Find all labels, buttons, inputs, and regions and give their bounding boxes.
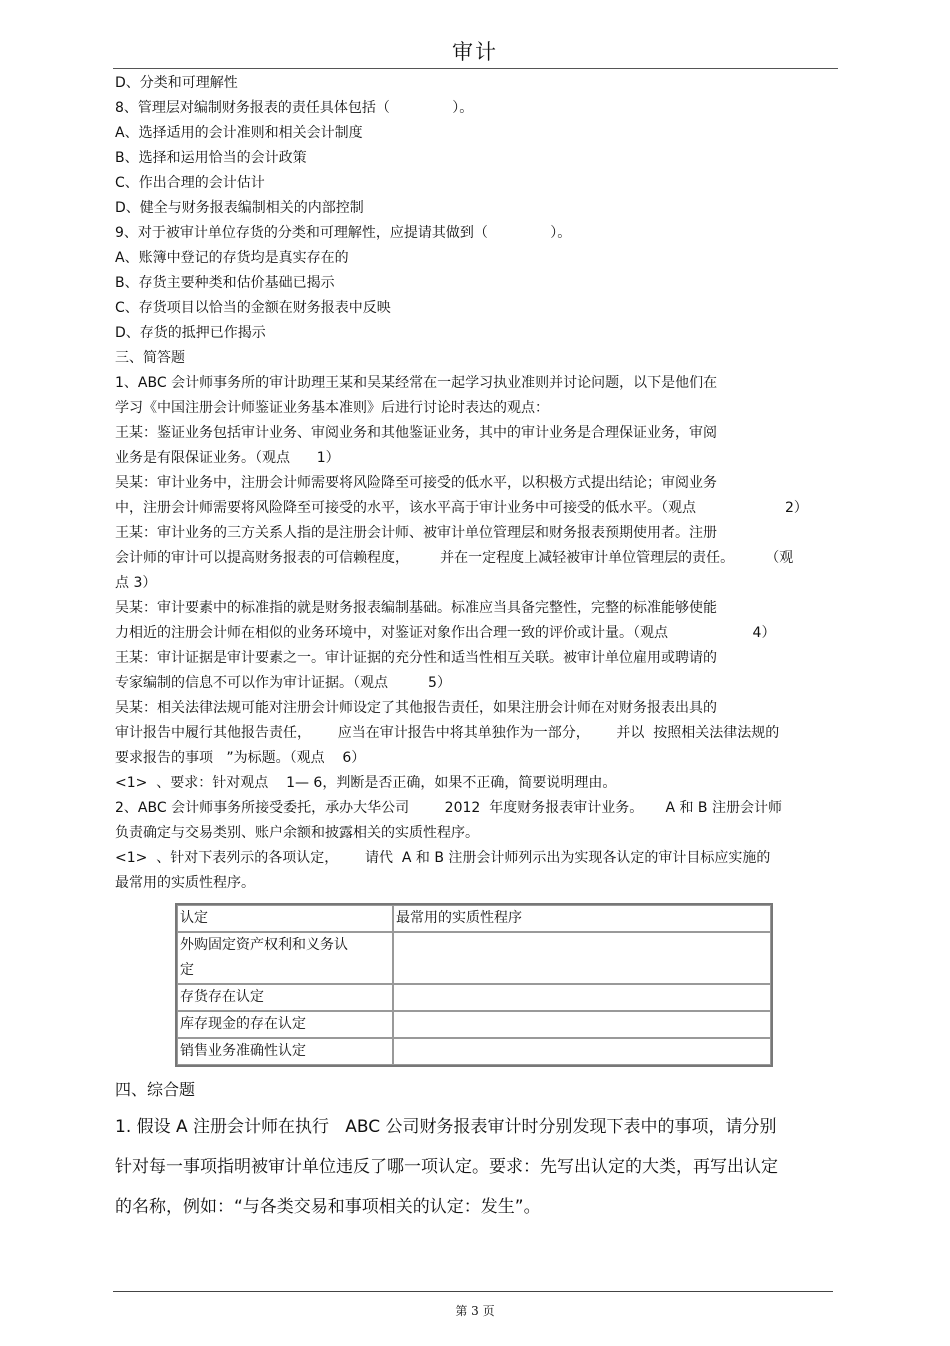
paragraph-line: 王某：鉴证业务包括审计业务、审阅业务和其他鉴证业务，其中的审计业务是合理保证业务，审阅 <box>115 425 717 441</box>
paragraph <box>115 471 835 521</box>
text-line: C、作出合理的会计估计 <box>115 175 265 191</box>
procedure-table <box>175 903 773 1067</box>
text-line: D、分类和可理解性 <box>115 75 238 91</box>
cell-line: 外购固定资产权利和义务认 <box>180 937 348 953</box>
page-number: 第 3 页 <box>455 1304 495 1318</box>
paragraph <box>115 596 835 646</box>
text-line: B、选择和运用恰当的会计政策 <box>115 150 307 166</box>
paragraph <box>115 421 835 471</box>
table-header-cell: 认定 <box>177 905 393 932</box>
table-cell-assertion: 销售业务准确性认定 <box>177 1038 393 1065</box>
paragraph-line: 王某：审计业务的三方关系人指的是注册会计师、被审计单位管理层和财务报表预期使用者。注册 <box>115 525 717 541</box>
paragraph <box>115 696 835 771</box>
paragraph-line: 专家编制的信息不可以作为审计证据。（观点 5） <box>115 675 451 691</box>
text-line: A、账簿中登记的存货均是真实存在的 <box>115 250 349 266</box>
comprehensive-line: 针对每一事项指明被审计单位违反了哪一项认定。要求：先写出认定的大类，再写出认定 <box>115 1157 778 1177</box>
table-cell-assertion: 库存现金的存在认定 <box>177 1011 393 1038</box>
table-row <box>177 1011 771 1038</box>
table-cell-assertion: 存货存在认定 <box>177 984 393 1011</box>
paragraph <box>115 646 835 696</box>
table-cell-procedure <box>393 932 771 984</box>
paragraph-line: <1> 、要求：针对观点 1— 6，判断是否正确，如果不正确，简要说明理由。 <box>115 775 617 791</box>
paragraph-line: <1> 、针对下表列示的各项认定， 请代 A 和 B 注册会计师列示出为实现各认定的审计目标应实施的 <box>115 850 771 866</box>
paragraph <box>115 846 835 896</box>
table-cell-procedure <box>393 1038 771 1065</box>
header-divider <box>113 68 838 69</box>
text-line: D、健全与财务报表编制相关的内部控制 <box>115 200 364 216</box>
paragraph-line: 审计报告中履行其他报告责任， 应当在审计报告中将其单独作为一部分， 并以 按照相关法律法规的 <box>115 725 780 741</box>
procedure-table-wrap <box>175 903 773 1067</box>
text-line: 三、简答题 <box>115 350 185 366</box>
paragraph-line: 负责确定与交易类别、账户余额和披露相关的实质性程序。 <box>115 825 479 841</box>
table-cell-assertion <box>177 932 393 984</box>
question-list <box>115 71 835 371</box>
text-line: 8、管理层对编制财务报表的责任具体包括（ ）。 <box>115 100 474 116</box>
page-header-title: 审计 <box>452 40 498 64</box>
comprehensive-line: 的名称，例如：“与各类交易和事项相关的认定：发生”。 <box>115 1197 541 1217</box>
table-row <box>177 932 771 984</box>
paragraph-line: 会计师的审计可以提高财务报表的可信赖程度， 并在一定程度上减轻被审计单位管理层的责任。 （观 <box>115 550 794 566</box>
table-cell-procedure <box>393 984 771 1011</box>
footer-divider <box>113 1291 833 1292</box>
table-cell-procedure <box>393 1011 771 1038</box>
paragraph <box>115 796 835 846</box>
paragraph-line: 力相近的注册会计师在相似的业务环境中，对鉴证对象作出合理一致的评价或计量。（观点 4） <box>115 625 776 641</box>
table-header-cell: 最常用的实质性程序 <box>393 905 771 932</box>
cell-line: 定 <box>180 962 194 978</box>
paragraph-line: 要求报告的事项 ”为标题。（观点 6） <box>115 750 366 766</box>
paragraph-line: 吴某：审计要素中的标准指的就是财务报表编制基础。标准应当具备完整性，完整的标准能够使能 <box>115 600 717 616</box>
paragraph-line: 吴某：审计业务中，注册会计师需要将风险降至可接受的低水平，以积极方式提出结论；审阅业务 <box>115 475 717 491</box>
paragraph-line: 业务是有限保证业务。（观点 1） <box>115 450 340 466</box>
text-line: D、存货的抵押已作揭示 <box>115 325 266 341</box>
paragraph-line: 学习《中国注册会计师鉴证业务基本准则》后进行讨论时表达的观点： <box>115 400 549 416</box>
paragraph-line: 中，注册会计师需要将风险降至可接受的水平，该水平高于审计业务中可接受的低水平。（观点 2） <box>115 500 808 516</box>
section-heading-comprehensive: 四、综合题 <box>115 1080 196 1099</box>
paragraph <box>115 771 835 796</box>
table-row <box>177 1038 771 1065</box>
paragraph-line: 2、ABC 会计师事务所接受委托，承办大华公司 2012 年度财务报表审计业务。 A 和 B 注册会计师 <box>115 800 782 816</box>
paragraph-line: 最常用的实质性程序。 <box>115 875 255 891</box>
table-header-row <box>177 905 771 932</box>
text-line: C、存货项目以恰当的金额在财务报表中反映 <box>115 300 391 316</box>
comprehensive-question <box>115 1107 835 1227</box>
comprehensive-line: 1. 假设 A 注册会计师在执行 ABC 公司财务报表审计时分别发现下表中的事项，请分别 <box>115 1117 777 1137</box>
document-body <box>115 71 835 1227</box>
paragraph-line: 1、ABC 会计师事务所的审计助理王某和吴某经常在一起学习执业准则并讨论问题，以下是他们在 <box>115 375 718 391</box>
paragraph-line: 王某：审计证据是审计要素之一。审计证据的充分性和适当性相互关联。被审计单位雇用或聘请的 <box>115 650 717 666</box>
table-row <box>177 984 771 1011</box>
paragraph-line: 点 3） <box>115 575 157 591</box>
text-line: 9、对于被审计单位存货的分类和可理解性，应提请其做到（ ）。 <box>115 225 572 241</box>
paragraph-line: 吴某：相关法律法规可能对注册会计师设定了其他报告责任，如果注册会计师在对财务报表出具的 <box>115 700 717 716</box>
paragraph <box>115 371 835 421</box>
short-answer-section <box>115 371 835 896</box>
text-line: B、存货主要种类和估价基础已揭示 <box>115 275 335 291</box>
text-line: A、选择适用的会计准则和相关会计制度 <box>115 125 363 141</box>
paragraph <box>115 521 835 596</box>
